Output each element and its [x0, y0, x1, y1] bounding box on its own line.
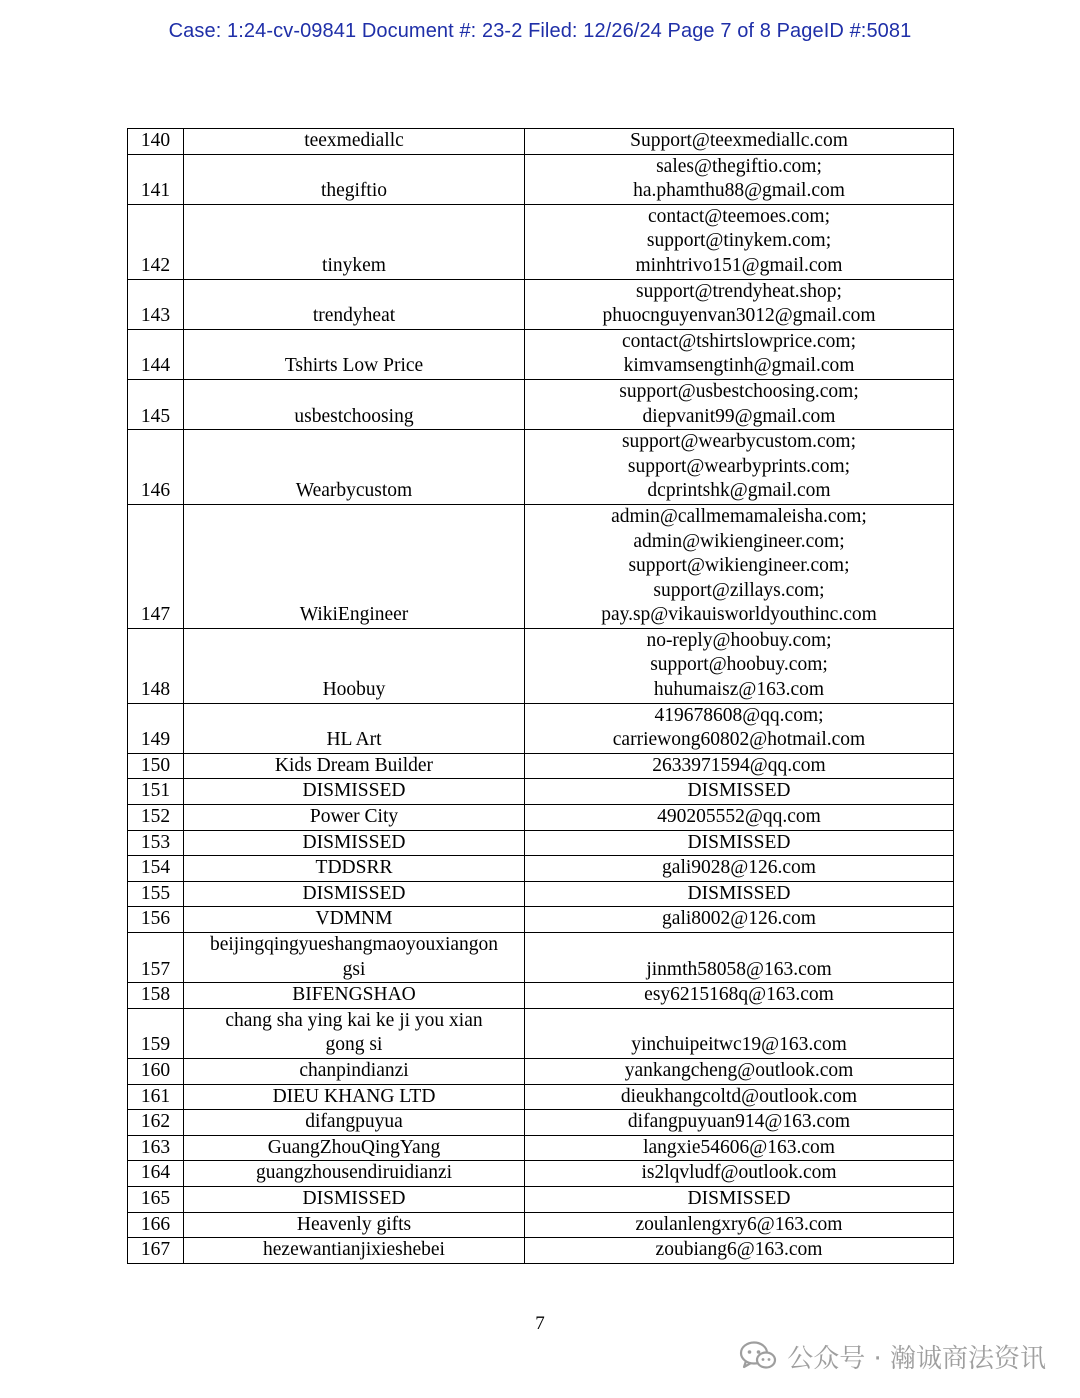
email-cell: support@trendyheat.shop; phuocnguyenvan3012@gmail.com	[525, 279, 954, 329]
row-number-cell: 152	[128, 805, 184, 831]
row-number-cell: 167	[128, 1238, 184, 1264]
table-row	[128, 129, 954, 155]
table-row	[128, 1212, 954, 1238]
watermark	[739, 1336, 1046, 1376]
row-number-cell: 166	[128, 1212, 184, 1238]
defendant-table	[127, 128, 954, 1264]
row-number-cell: 142	[128, 204, 184, 279]
table-row	[128, 1058, 954, 1084]
defendant-table-body	[128, 129, 954, 1264]
table-row	[128, 856, 954, 882]
table-row	[128, 504, 954, 628]
email-cell: gali8002@126.com	[525, 907, 954, 933]
table-row	[128, 154, 954, 204]
table-row	[128, 1161, 954, 1187]
table-row	[128, 430, 954, 505]
defendant-name-cell: difangpuyua	[184, 1110, 525, 1136]
email-cell: support@usbestchoosing.com; diepvanit99@gmail.com	[525, 379, 954, 429]
defendant-name-cell: Heavenly gifts	[184, 1212, 525, 1238]
defendant-name-cell: thegiftio	[184, 154, 525, 204]
defendant-name-cell: WikiEngineer	[184, 504, 525, 628]
email-cell: is2lqvludf@outlook.com	[525, 1161, 954, 1187]
defendant-name-cell: Hoobuy	[184, 628, 525, 703]
table-row	[128, 881, 954, 907]
defendant-name-cell: BIFENGSHAO	[184, 983, 525, 1009]
email-cell: 419678608@qq.com; carriewong60802@hotmail.com	[525, 703, 954, 753]
email-cell: gali9028@126.com	[525, 856, 954, 882]
defendant-name-cell: DISMISSED	[184, 1186, 525, 1212]
email-cell: 2633971594@qq.com	[525, 753, 954, 779]
row-number-cell: 141	[128, 154, 184, 204]
defendant-name-cell: tinykem	[184, 204, 525, 279]
defendant-name-cell: DISMISSED	[184, 881, 525, 907]
defendant-name-cell: Tshirts Low Price	[184, 329, 525, 379]
table-row	[128, 983, 954, 1009]
defendant-name-cell: usbestchoosing	[184, 379, 525, 429]
table-row	[128, 1008, 954, 1058]
row-number-cell: 153	[128, 830, 184, 856]
row-number-cell: 154	[128, 856, 184, 882]
wechat-icon	[739, 1340, 777, 1372]
row-number-cell: 157	[128, 933, 184, 983]
table-row	[128, 1084, 954, 1110]
table-row	[128, 1135, 954, 1161]
row-number-cell: 163	[128, 1135, 184, 1161]
email-cell: DISMISSED	[525, 830, 954, 856]
row-number-cell: 149	[128, 703, 184, 753]
defendant-name-cell: DISMISSED	[184, 779, 525, 805]
table-row	[128, 907, 954, 933]
row-number-cell: 140	[128, 129, 184, 155]
row-number-cell: 161	[128, 1084, 184, 1110]
row-number-cell: 164	[128, 1161, 184, 1187]
defendant-name-cell: teexmediallc	[184, 129, 525, 155]
row-number-cell: 160	[128, 1058, 184, 1084]
email-cell: langxie54606@163.com	[525, 1135, 954, 1161]
email-cell: sales@thegiftio.com; ha.phamthu88@gmail.com	[525, 154, 954, 204]
defendant-name-cell: DIEU KHANG LTD	[184, 1084, 525, 1110]
table-row	[128, 1110, 954, 1136]
email-cell: 490205552@qq.com	[525, 805, 954, 831]
defendant-name-cell: Kids Dream Builder	[184, 753, 525, 779]
email-cell: Support@teexmediallc.com	[525, 129, 954, 155]
table-row	[128, 779, 954, 805]
row-number-cell: 147	[128, 504, 184, 628]
page-number: 7	[535, 1313, 545, 1334]
watermark-text: 公众号 · 瀚诚商法资讯	[787, 1343, 1046, 1374]
table-row	[128, 703, 954, 753]
email-cell: DISMISSED	[525, 779, 954, 805]
email-cell: DISMISSED	[525, 881, 954, 907]
defendant-name-cell: VDMNM	[184, 907, 525, 933]
row-number-cell: 151	[128, 779, 184, 805]
email-cell: zoubiang6@163.com	[525, 1238, 954, 1264]
table-row	[128, 204, 954, 279]
email-cell: zoulanlengxry6@163.com	[525, 1212, 954, 1238]
row-number-cell: 165	[128, 1186, 184, 1212]
email-cell: yinchuipeitwc19@163.com	[525, 1008, 954, 1058]
email-cell: jinmth58058@163.com	[525, 933, 954, 983]
table-row	[128, 830, 954, 856]
table-row	[128, 329, 954, 379]
defendant-name-cell: beijingqingyueshangmaoyouxiangon gsi	[184, 933, 525, 983]
email-cell: admin@callmemamaleisha.com; admin@wikiengineer.com; support@wikiengineer.com; support@zillays.com; pay.sp@vikauisworldyouthinc.com	[525, 504, 954, 628]
email-cell: contact@tshirtslowprice.com; kimvamsengtinh@gmail.com	[525, 329, 954, 379]
defendant-name-cell: Wearbycustom	[184, 430, 525, 505]
table-row	[128, 379, 954, 429]
email-cell: contact@teemoes.com; support@tinykem.com; minhtrivo151@gmail.com	[525, 204, 954, 279]
defendant-name-cell: DISMISSED	[184, 830, 525, 856]
row-number-cell: 148	[128, 628, 184, 703]
email-cell: DISMISSED	[525, 1186, 954, 1212]
row-number-cell: 156	[128, 907, 184, 933]
defendant-name-cell: TDDSRR	[184, 856, 525, 882]
email-cell: esy6215168q@163.com	[525, 983, 954, 1009]
row-number-cell: 144	[128, 329, 184, 379]
row-number-cell: 158	[128, 983, 184, 1009]
defendant-name-cell: guangzhousendiruidianzi	[184, 1161, 525, 1187]
defendant-name-cell: chang sha ying kai ke ji you xian gong si	[184, 1008, 525, 1058]
defendant-name-cell: hezewantianjixieshebei	[184, 1238, 525, 1264]
table-row	[128, 279, 954, 329]
email-cell: support@wearbycustom.com; support@wearbyprints.com; dcprintshk@gmail.com	[525, 430, 954, 505]
email-cell: dieukhangcoltd@outlook.com	[525, 1084, 954, 1110]
table-row	[128, 1238, 954, 1264]
row-number-cell: 162	[128, 1110, 184, 1136]
email-cell: difangpuyuan914@163.com	[525, 1110, 954, 1136]
row-number-cell: 155	[128, 881, 184, 907]
row-number-cell: 145	[128, 379, 184, 429]
table-row	[128, 628, 954, 703]
row-number-cell: 159	[128, 1008, 184, 1058]
table-row	[128, 933, 954, 983]
row-number-cell: 150	[128, 753, 184, 779]
case-header: Case: 1:24-cv-09841 Document #: 23-2 Filed: 12/26/24 Page 7 of 8 PageID #:5081	[168, 20, 912, 42]
table-row	[128, 1186, 954, 1212]
email-cell: yankangcheng@outlook.com	[525, 1058, 954, 1084]
row-number-cell: 143	[128, 279, 184, 329]
row-number-cell: 146	[128, 430, 184, 505]
defendant-name-cell: chanpindianzi	[184, 1058, 525, 1084]
email-cell: no-reply@hoobuy.com; support@hoobuy.com; huhumaisz@163.com	[525, 628, 954, 703]
defendant-name-cell: GuangZhouQingYang	[184, 1135, 525, 1161]
defendant-name-cell: HL Art	[184, 703, 525, 753]
defendant-name-cell: Power City	[184, 805, 525, 831]
defendant-name-cell: trendyheat	[184, 279, 525, 329]
table-row	[128, 753, 954, 779]
table-row	[128, 805, 954, 831]
